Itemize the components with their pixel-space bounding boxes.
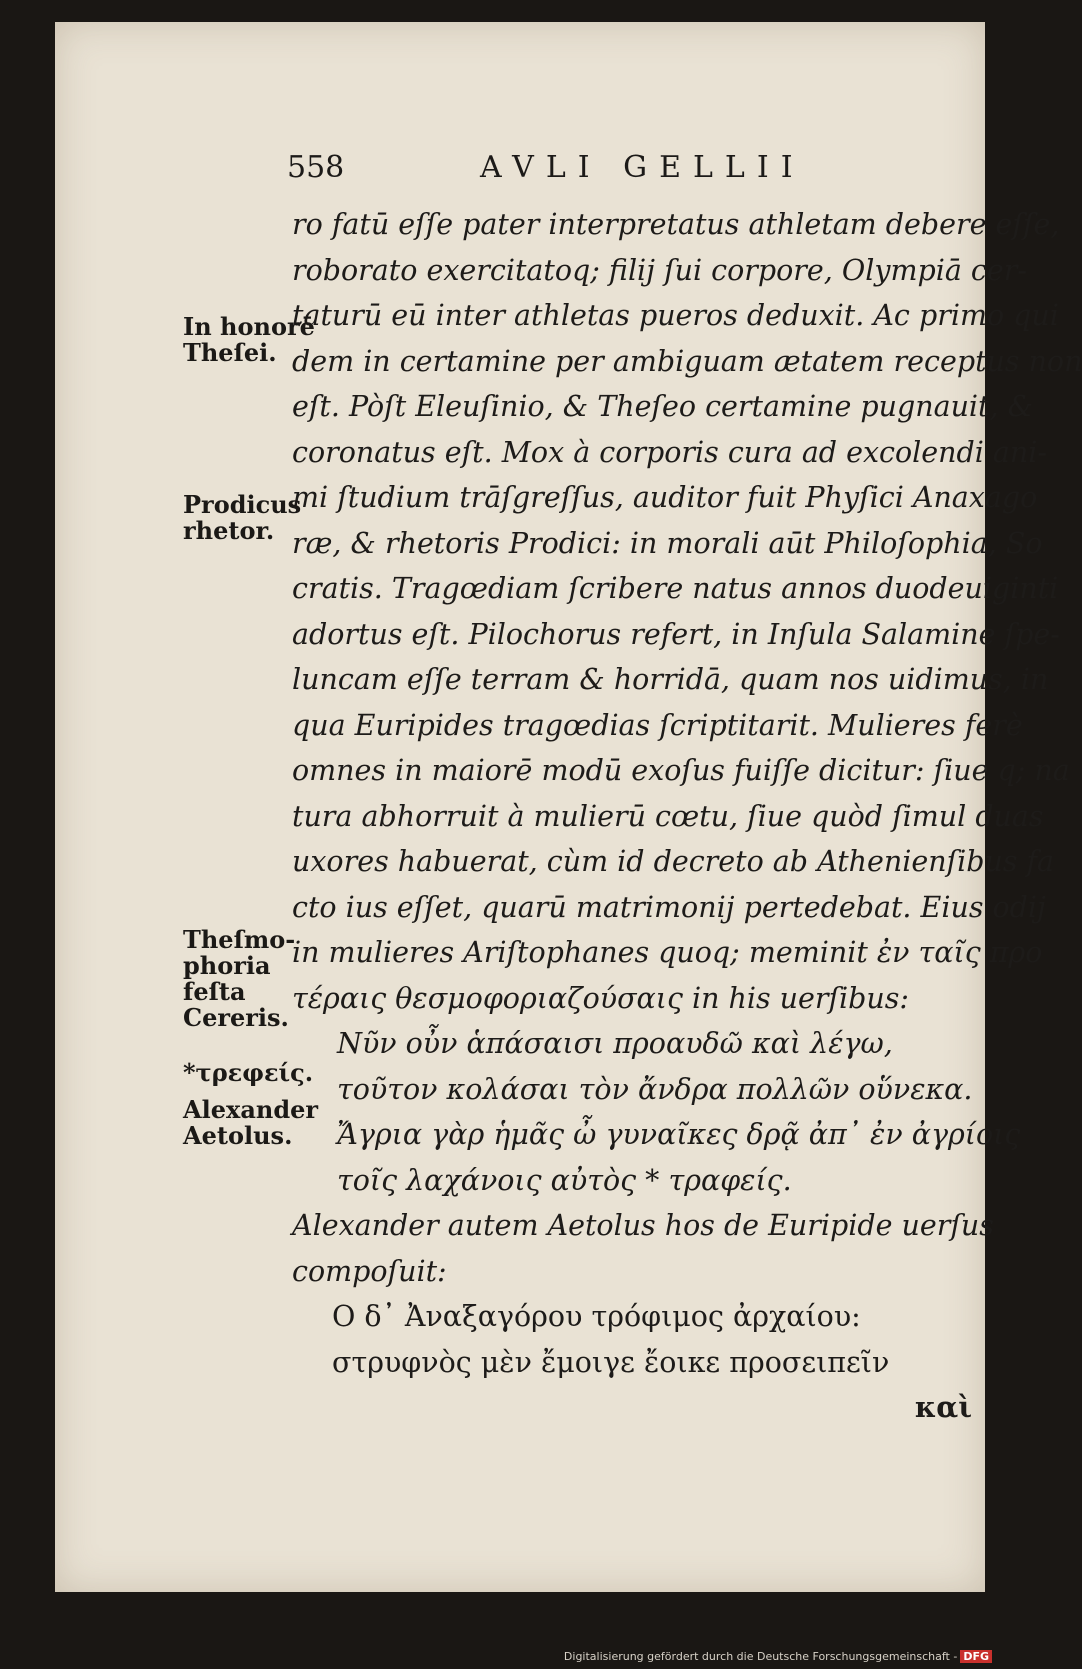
text-line: roborato exercitatoq; filij ſui corpore, Olympiā cer- — [292, 253, 1028, 287]
verse-line: τοῦτον κολάσαι τὸν ἄνδρα πολλῶν οὕνεκα. — [337, 1072, 973, 1106]
page-number: 558 — [287, 150, 345, 185]
text-line: cto ius eſſet, quarū matrimonij pertedebat. Eius odij — [292, 890, 1046, 924]
margin-note-prodicus: Prodicus rhetor. — [183, 490, 302, 545]
text-line: in mulieres Ariſtophanes quoq; meminit ἐν ταῖς προ — [292, 936, 1043, 969]
text-line: luncam eſſe terram & horridā, quam nos uidimus, in — [292, 663, 1049, 696]
page-header — [55, 150, 985, 190]
digitization-credit — [564, 1650, 992, 1663]
text-line: compoſuit: — [292, 1254, 447, 1288]
text-line: dem in certamine per ambiguam ætatem receptus non — [292, 344, 1082, 378]
verse-line: Ο δ᾽ Ἀναξαγόρου τρόφιμος ἀρχαίου: — [332, 1300, 861, 1333]
credit-text: Digitalisierung gefördert durch die Deutsche Forschungsgemeinschaft - — [563, 1650, 958, 1663]
verse-line: στρυφνὸς μὲν ἔμοιγε ἔοικε προσειπεῖν — [332, 1345, 890, 1379]
margin-note-thesmophoria: Theſmo- phoria feſta Cereris. — [183, 925, 296, 1032]
text-line: qua Euripides tragœdias ſcriptitarit. Mulieres ferè — [292, 708, 1023, 742]
margin-note-alexander: Alexander Aetolus. — [183, 1095, 319, 1150]
text-line: ræ, & rhetoris Prodici: in morali aūt Philoſophia, So — [292, 526, 1043, 560]
catchword: καὶ — [914, 1390, 972, 1424]
text-line: τέραις θεσμοφοριαζούσαις in his uerſibus: — [292, 981, 909, 1015]
text-line: Alexander autem Aetolus hos de Euripide uerſus — [292, 1209, 994, 1242]
text-line: ro fatū eſſe pater interpretatus athletam debere eſſe, — [292, 208, 1060, 241]
text-line: adortus eſt. Pilochorus refert, in Inſula Salamine ſpe- — [292, 617, 1060, 651]
text-line: cratis. Tragœdiam ſcribere natus annos duodeuiginti — [292, 572, 1059, 605]
verse-line: Ἄγρια γὰρ ἡμᾶς ὦ γυναῖκες δρᾷ ἀπ᾽ ἐν ἀγρίοις — [337, 1118, 1021, 1151]
text-line: omnes in maiorē modū exoſus fuiſſe dicitur: ſiue q; na — [292, 754, 1070, 787]
margin-note-trepheis: *τρεφείς. — [183, 1058, 314, 1087]
body-text — [292, 202, 1082, 1431]
margin-note-in-honore: In honorē Theſei. — [183, 312, 315, 367]
text-line: eſt. Pòſt Eleuſinio, & Theſeo certamine pugnauit, & — [292, 390, 1033, 423]
text-line: uxores habuerat, cùm id decreto ab Athenienſibus fa — [292, 845, 1055, 878]
verse-line: τοῖς λαχάνοις αὐτὸς * τραφείς. — [337, 1163, 792, 1197]
text-line: tura abhorruit à mulierū cœtu, ſiue quòd ſimul duas — [292, 799, 1044, 833]
dfg-logo: DFG — [960, 1650, 992, 1663]
verse-line: Νῦν οὖν ἁπάσαισι προαυδῶ καὶ λέγω, — [337, 1027, 893, 1060]
text-line: mi ſtudium trāſgreſſus, auditor fuit Phyſici Anaxago — [292, 481, 1038, 514]
running-title: AVLI GELLII — [480, 150, 805, 185]
book-page — [55, 22, 1082, 1592]
text-line: taturū eū inter athletas pueros deduxit. Ac primo qui — [292, 299, 1059, 332]
text-line: coronatus eſt. Mox à corporis cura ad excolendi ani- — [292, 435, 1048, 469]
